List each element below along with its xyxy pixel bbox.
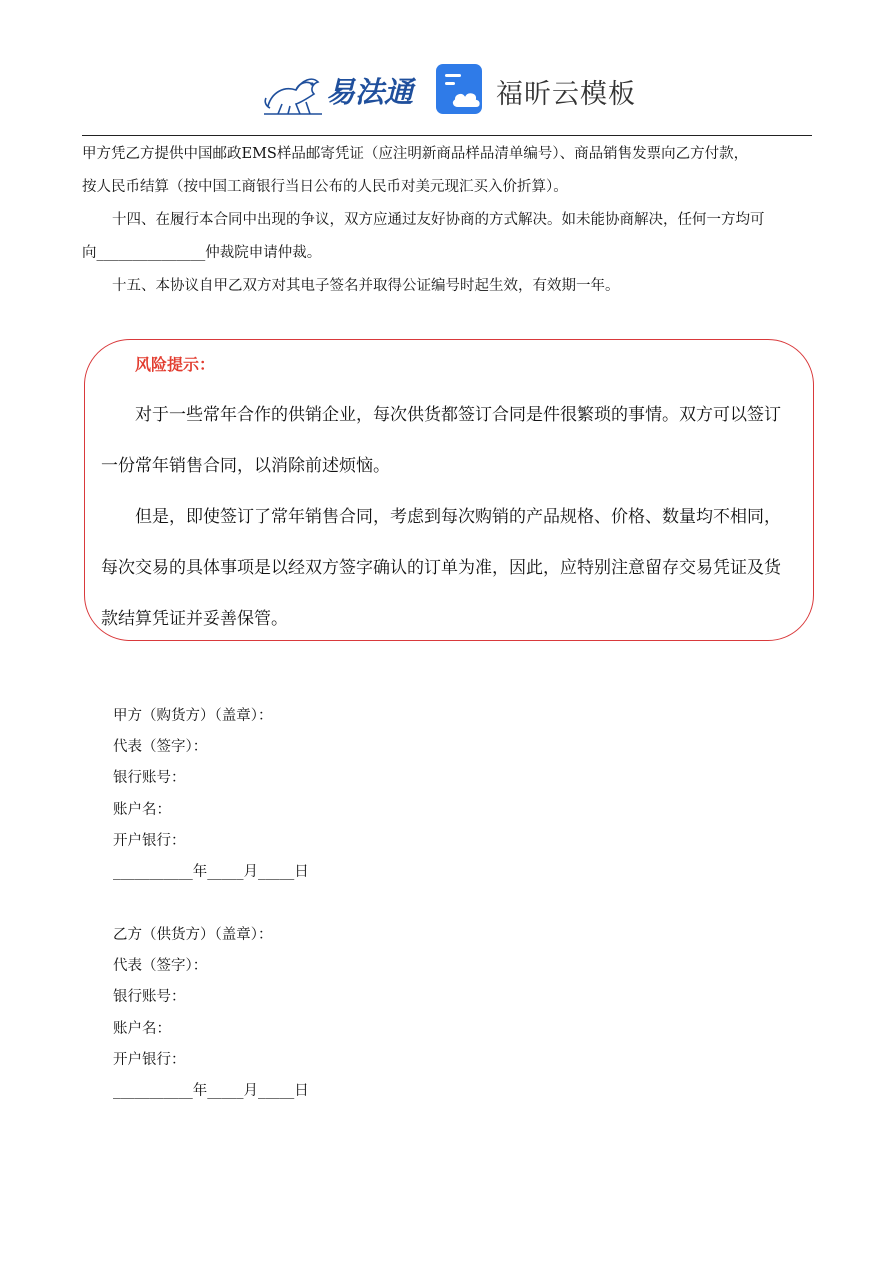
clause-15: 十五、本协议自甲乙双方对其电子签名并取得公证编号时起生效，有效期一年。 — [112, 278, 620, 294]
page-header — [0, 60, 893, 120]
risk-line: 款结算凭证并妥善保管。 — [101, 609, 288, 629]
clause-line: 向_______________仲裁院申请仲裁。 — [82, 245, 322, 261]
party-a-date: ___________年_____月_____日 — [113, 864, 309, 881]
risk-line: 但是，即使签订了常年销售合同，考虑到每次购销的产品规格、价格、数量均不相同， — [135, 507, 781, 527]
party-b-account-no: 银行账号： — [113, 989, 186, 1006]
party-a-bank: 开户银行： — [113, 832, 186, 849]
risk-warning-box — [84, 339, 814, 641]
fuxin-logo — [436, 64, 646, 116]
fuxin-cloud-icon — [436, 64, 488, 116]
fuxin-logo-text: 福昕云模板 — [496, 79, 636, 110]
party-b-rep: 代表（签字）： — [113, 958, 208, 975]
party-a-rep: 代表（签字）： — [113, 739, 208, 756]
contract-clauses — [82, 138, 812, 303]
yifatong-logo — [262, 62, 422, 118]
header-divider — [82, 135, 812, 136]
party-a-account-name: 账户名： — [113, 801, 171, 818]
risk-title: 风险提示： — [135, 355, 216, 374]
risk-line: 每次交易的具体事项是以经双方签字确认的订单为准，因此，应特别注意留存交易凭证及货 — [101, 558, 781, 578]
party-a-title: 甲方（购货方）（盖章）： — [113, 708, 273, 724]
party-b-signature — [113, 920, 309, 1107]
party-b-title: 乙方（供货方）（盖章）： — [113, 927, 273, 943]
risk-content — [101, 390, 791, 645]
clause-line: 甲方凭乙方提供中国邮政EMS样品邮寄凭证（应注明新商品样品清单编号）、商品销售发票向乙方付款， — [82, 146, 749, 162]
party-b-bank: 开户银行： — [113, 1051, 186, 1068]
party-b-date: ___________年_____月_____日 — [113, 1083, 309, 1100]
clause-14: 十四、在履行本合同中出现的争议，双方应通过友好协商的方式解决。如未能协商解决，任何一方均可 — [112, 212, 765, 228]
yifatong-logo-text: 易法通 — [326, 75, 414, 109]
party-a-account-no: 银行账号： — [113, 770, 186, 787]
party-a-signature — [113, 701, 309, 888]
risk-line: 一份常年销售合同，以消除前述烦恼。 — [101, 456, 390, 476]
clause-line: 按人民币结算（按中国工商银行当日公布的人民币对美元现汇买入价折算）。 — [82, 179, 568, 195]
risk-line: 对于一些常年合作的供销企业，每次供货都签订合同是件很繁琐的事情。双方可以签订 — [135, 405, 781, 425]
party-b-account-name: 账户名： — [113, 1020, 171, 1037]
